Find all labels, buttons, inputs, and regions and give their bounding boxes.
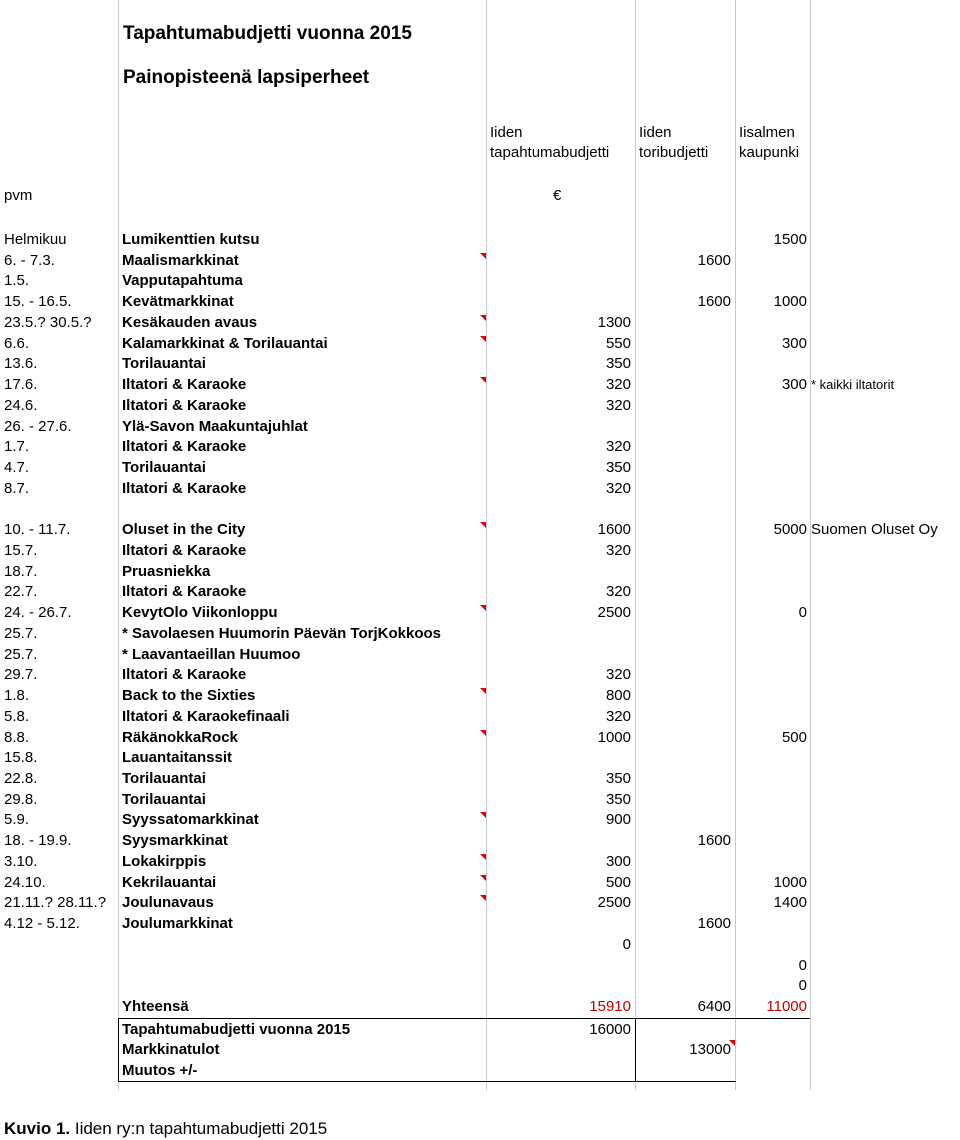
- row-event: Kesäkauden avaus: [122, 313, 258, 331]
- row-date: 5.9.: [4, 811, 30, 829]
- grid-line: [810, 0, 811, 1090]
- row-event: Torilauantai: [122, 769, 206, 787]
- totals-divider: [118, 1018, 810, 1019]
- row-value-c3: 500: [781, 728, 807, 746]
- row-date: 29.7.: [4, 666, 38, 684]
- row-date: 3.10.: [4, 852, 38, 870]
- row-value-c1: 500: [605, 873, 631, 891]
- row-date: 21.11.? 28.11.?: [4, 894, 107, 912]
- row-date: 1.7.: [4, 438, 30, 456]
- row-event: Iltatori & Karaoke: [122, 376, 247, 394]
- row-date: 24. - 26.7.: [4, 604, 72, 622]
- row-date: 15. - 16.5.: [4, 293, 72, 311]
- row-event: Iltatori & Karaoke: [122, 541, 247, 559]
- row-value-c1: 2500: [597, 894, 631, 912]
- comment-marker-icon: [480, 377, 486, 383]
- col-header-c3-line2: kaupunki: [739, 144, 800, 161]
- comment-marker-icon: [480, 315, 486, 321]
- row-event: Iltatori & Karaoke: [122, 396, 247, 414]
- col-header-c2-line1: Iiden: [639, 124, 672, 141]
- comment-marker-icon: [480, 336, 486, 342]
- row-value-c3: 1500: [773, 231, 807, 248]
- row-event: Maalismarkkinat: [122, 251, 239, 269]
- comment-marker-icon: [480, 730, 486, 736]
- row-event: Iltatori & Karaoke: [122, 438, 247, 456]
- row-value-c1: 550: [605, 334, 631, 352]
- summary-c2: 13000: [689, 1041, 731, 1059]
- grid-line: [486, 0, 487, 1090]
- row-event: Lokakirppis: [122, 852, 207, 870]
- row-event: Pruasniekka: [122, 562, 211, 580]
- row-event: Vapputapahtuma: [122, 272, 243, 290]
- row-event: Kevätmarkkinat: [122, 293, 234, 311]
- row-date: 17.6.: [4, 376, 38, 394]
- col-header-c3-line1: Iisalmen: [739, 124, 795, 141]
- row-date: 18.7.: [4, 562, 38, 580]
- totals-c3: 11000: [766, 998, 807, 1015]
- row-event: Iltatori & Karaoke: [122, 479, 247, 497]
- summary-border-mid: [635, 1019, 636, 1081]
- row-date: 18. - 19.9.: [4, 832, 72, 850]
- row-date: 22.7.: [4, 583, 38, 601]
- row-value-c1: 350: [605, 790, 631, 808]
- row-date: Helmikuu: [4, 231, 67, 248]
- summary-border-left: [118, 1019, 119, 1081]
- row-value-c3: 1400: [773, 894, 807, 912]
- row-value-c3: 300: [781, 334, 807, 352]
- row-event: Lauantaitanssit: [122, 749, 233, 767]
- row-date: 15.7.: [4, 541, 38, 559]
- row-date: 23.5.? 30.5.?: [4, 313, 92, 331]
- row-date: 6.6.: [4, 334, 30, 352]
- totals-label: Yhteensä: [122, 998, 189, 1015]
- row-event: Syyssatomarkkinat: [122, 811, 259, 829]
- row-event: Joulunavaus: [122, 894, 214, 912]
- row-date: 15.8.: [4, 749, 38, 767]
- row-date: 25.7.: [4, 624, 38, 642]
- comment-marker-icon: [480, 895, 486, 901]
- row-event: RäkänokkaRock: [122, 728, 238, 746]
- row-event: Kekrilauantai: [122, 873, 217, 891]
- comment-marker-icon: [480, 522, 486, 528]
- row-value-c1: 350: [605, 459, 631, 477]
- row-event: Syysmarkkinat: [122, 832, 228, 850]
- col-header-c1-line1: Iiden: [490, 124, 523, 141]
- grid-line: [735, 0, 736, 1090]
- row-date: 1.5.: [4, 272, 30, 290]
- row-event: Iltatori & Karaoke: [122, 583, 247, 601]
- caption-label: Kuvio 1.: [4, 1119, 71, 1138]
- row-value-c1: 320: [605, 438, 631, 456]
- row-value-c1: 1300: [597, 313, 631, 331]
- row-value-c1: 1000: [597, 728, 631, 746]
- row-value-c1: 2500: [597, 604, 631, 622]
- row-value-c2: 1600: [697, 293, 731, 311]
- row-value-c3: 1000: [773, 293, 807, 311]
- row-date: 4.7.: [4, 459, 30, 477]
- row-date: 13.6.: [4, 355, 38, 373]
- row-value-c1: 320: [605, 583, 631, 601]
- row-date: 6. - 7.3.: [4, 251, 55, 269]
- summary-label: Muutos +/-: [122, 1062, 198, 1080]
- comment-marker-icon: [480, 253, 486, 259]
- row-value-c3: 0: [798, 604, 807, 622]
- comment-marker-icon: [480, 875, 486, 881]
- row-date: 26. - 27.6.: [4, 417, 72, 435]
- row-event: Ylä-Savon Maakuntajuhlat: [122, 417, 308, 435]
- row-value-c1: 320: [605, 666, 631, 684]
- row-date: 4.12 - 5.12.: [4, 915, 80, 933]
- pvm-label: pvm: [4, 187, 33, 204]
- totals-c2: 6400: [697, 998, 731, 1015]
- row-date: 24.10.: [4, 873, 46, 891]
- row-event: KevytOlo Viikonloppu: [122, 604, 278, 622]
- row-date: 8.8.: [4, 728, 30, 746]
- sheet-title: Tapahtumabudjetti vuonna 2015: [123, 23, 412, 44]
- row-value-c1: 300: [605, 852, 631, 870]
- row-event: * Savolaesen Huumorin Päevän TorjKokkoos: [122, 624, 441, 642]
- summary-border-bottom: [118, 1081, 736, 1082]
- summary-label: Tapahtumabudjetti vuonna 2015: [122, 1020, 351, 1038]
- row-event: Oluset in the City: [122, 521, 246, 539]
- row-event: Lumikenttien kutsu: [122, 231, 260, 248]
- row-value-c1: 0: [622, 935, 631, 953]
- figure-caption: [4, 1119, 327, 1139]
- row-event: * Laavantaeillan Huumoo: [122, 645, 301, 663]
- col-header-c1-line2: tapahtumabudjetti: [490, 144, 610, 161]
- row-value-c3: 300: [781, 376, 807, 394]
- row-value-c2: 1600: [697, 251, 731, 269]
- sheet-subtitle: Painopisteenä lapsiperheet: [123, 67, 370, 88]
- row-event: Joulumarkkinat: [122, 915, 233, 933]
- row-date: 29.8.: [4, 790, 38, 808]
- row-note: * kaikki iltatorit: [811, 377, 895, 393]
- row-value-c3: 0: [798, 977, 807, 995]
- row-date: 8.7.: [4, 479, 30, 497]
- row-value-c1: 320: [605, 396, 631, 414]
- grid-line: [635, 0, 636, 1090]
- comment-marker-icon: [480, 605, 486, 611]
- totals-c1: 15910: [589, 998, 631, 1015]
- comment-marker-icon: [480, 812, 486, 818]
- row-date: 10. - 11.7.: [4, 521, 71, 539]
- row-value-c1: 320: [605, 707, 631, 725]
- row-value-c1: 320: [605, 479, 631, 497]
- row-date: 22.8.: [4, 769, 38, 787]
- row-value-c1: 320: [605, 541, 631, 559]
- comment-marker-icon: [480, 688, 486, 694]
- row-value-c1: 350: [605, 769, 631, 787]
- row-value-c2: 1600: [697, 832, 731, 850]
- row-event: Iltatori & Karaoke: [122, 666, 247, 684]
- summary-c1: 16000: [589, 1020, 631, 1038]
- summary-label: Markkinatulot: [122, 1041, 220, 1059]
- row-value-c1: 900: [605, 811, 631, 829]
- row-value-c3: 5000: [773, 521, 807, 539]
- row-date: 5.8.: [4, 707, 30, 725]
- row-value-c3: 0: [798, 956, 807, 974]
- comment-marker-icon: [729, 1040, 735, 1046]
- row-event: Back to the Sixties: [122, 687, 256, 705]
- row-event: Torilauantai: [122, 790, 206, 808]
- col-header-c2-line2: toribudjetti: [639, 144, 709, 161]
- row-event: Torilauantai: [122, 459, 206, 477]
- row-event: Iltatori & Karaokefinaali: [122, 707, 290, 725]
- row-note: Suomen Oluset Oy: [811, 521, 938, 539]
- comment-marker-icon: [480, 854, 486, 860]
- grid-line: [118, 0, 119, 1090]
- row-value-c1: 320: [605, 376, 631, 394]
- row-event: Torilauantai: [122, 355, 206, 373]
- row-value-c2: 1600: [697, 915, 731, 933]
- row-value-c1: 1600: [597, 521, 631, 539]
- currency-symbol: €: [553, 187, 562, 204]
- row-value-c1: 800: [605, 687, 631, 705]
- row-event: Kalamarkkinat & Torilauantai: [122, 334, 328, 352]
- row-value-c1: 350: [605, 355, 631, 373]
- row-date: 1.8.: [4, 687, 30, 705]
- caption-text: Iiden ry:n tapahtumabudjetti 2015: [70, 1119, 328, 1138]
- row-date: 25.7.: [4, 645, 38, 663]
- row-date: 24.6.: [4, 396, 38, 414]
- row-value-c3: 1000: [773, 873, 807, 891]
